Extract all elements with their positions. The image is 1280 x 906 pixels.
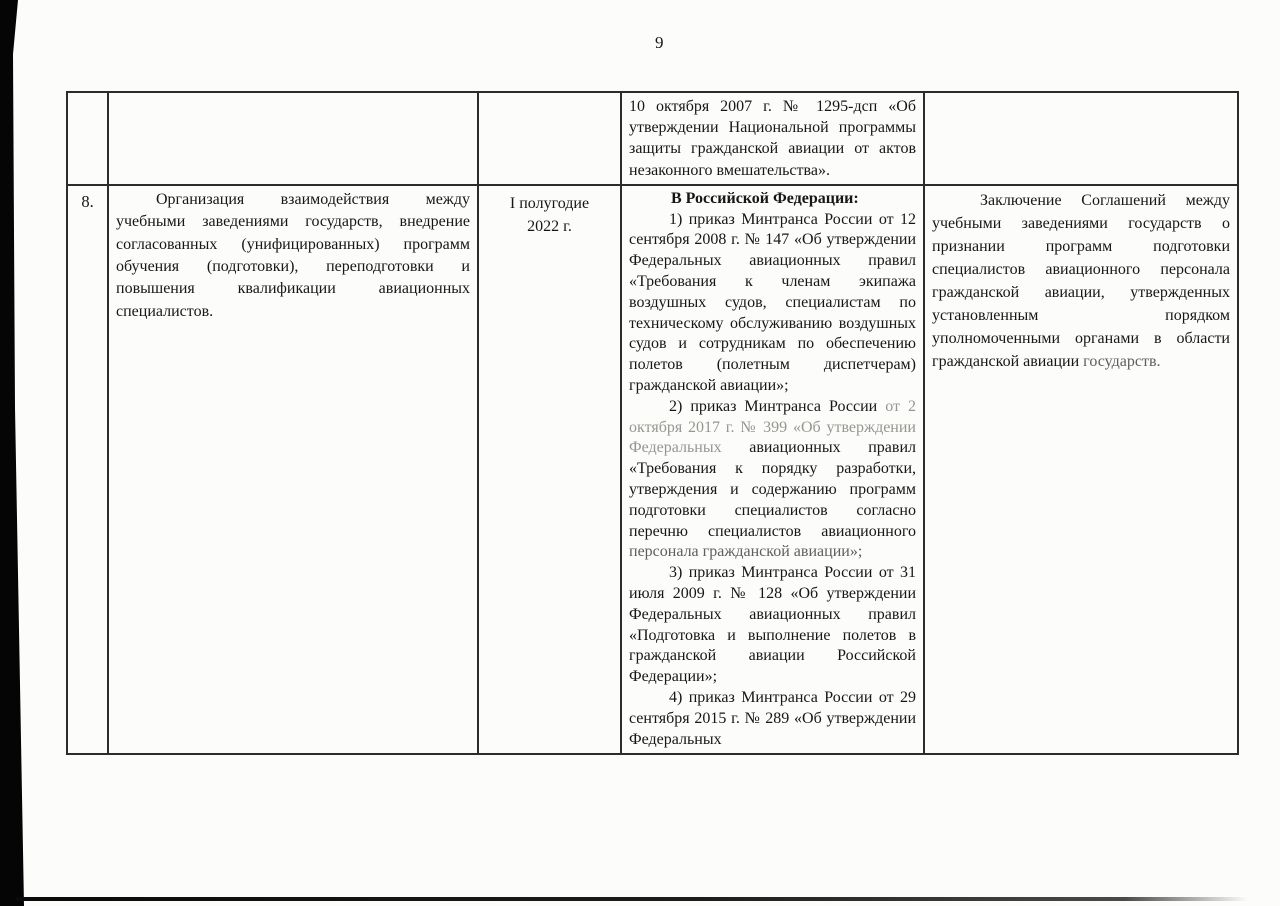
task-description-text: Организация взаимодействия между учебными заведениями государств, внедрение согласованных (унифицированных) программ обучения (подготовки), переподготовки и повышения квалификации авиационных специалистов. — [116, 190, 470, 320]
cell-task-description — [108, 185, 478, 755]
expected-result-text — [932, 189, 1230, 373]
cell-term-empty — [478, 92, 621, 185]
legal-basis-header: В Российской Федерации: — [671, 189, 859, 207]
legal-item-2 — [629, 397, 916, 563]
cell-legal-continuation — [621, 92, 924, 185]
scan-edge-artifact-left — [0, 0, 26, 906]
row-number-text: 8. — [81, 191, 94, 211]
cell-term — [478, 185, 621, 755]
legal-item-4: 4) приказ Минтранса России от 29 сентября 2015 г. № 289 «Об утверждении Федеральных — [629, 688, 916, 748]
legal-item-2-part-1: 2) приказ Минтранса России — [669, 397, 886, 415]
expected-result-part-1: Заключение Соглашений между учебными заведениями государств о признании программ подготовки специалистов авиационного персонала гражданской авиации, утвержденных установленным порядком уполномоченными органами в области гражданской авиации — [932, 191, 1230, 370]
legal-item-2-part-2-faded: от 2 октября 2017 г. № 399 «Об утверждении Федеральных — [629, 397, 917, 457]
cell-result-empty — [924, 92, 1238, 185]
legal-item-2-part-3: авиационных правил «Требования к порядку разработки, утверждения и содержанию программ подготовки специалистов согласно перечню специалистов авиационного — [629, 439, 916, 540]
table-row-continuation — [67, 92, 1238, 185]
page-number: 9 — [655, 33, 664, 52]
cell-expected-result — [924, 185, 1238, 755]
legal-item-1: 1) приказ Минтранса России от 12 сентября 2008 г. № 147 «Об утверждении Федеральных авиационных правил «Требования к членам экипажа воздушных судов, специалистам по техническому обслуживанию воздушных судов и сотрудникам по обеспечению полетов (полетным диспетчерам) гражданской авиации»; — [629, 210, 916, 394]
term-line-2: 2022 г. — [527, 217, 572, 235]
legal-continuation-text: 10 октября 2007 г. № 1295-дсп «Об утверждении Национальной программы защиты гражданской авиации от актов незаконного вмешательства». — [629, 98, 916, 179]
legal-item-3: 3) приказ Минтранса России от 31 июля 2009 г. № 128 «Об утверждении Федеральных авиационных правил «Подготовка и выполнение полетов в гражданской авиации Российской Федерации»; — [629, 564, 916, 686]
legal-item-2-part-4: персонала гражданской авиации»; — [629, 543, 863, 561]
table-row-8 — [67, 185, 1238, 755]
cell-number-empty — [67, 92, 108, 185]
expected-result-part-2: государств. — [1083, 352, 1161, 370]
plan-table — [66, 91, 1239, 755]
scan-edge-artifact-bottom — [16, 897, 1248, 901]
term-line-1: I полугодие — [509, 194, 590, 212]
cell-task-empty — [108, 92, 478, 185]
cell-legal-basis — [621, 185, 924, 755]
cell-row-number — [67, 185, 108, 755]
term-text — [486, 189, 613, 238]
